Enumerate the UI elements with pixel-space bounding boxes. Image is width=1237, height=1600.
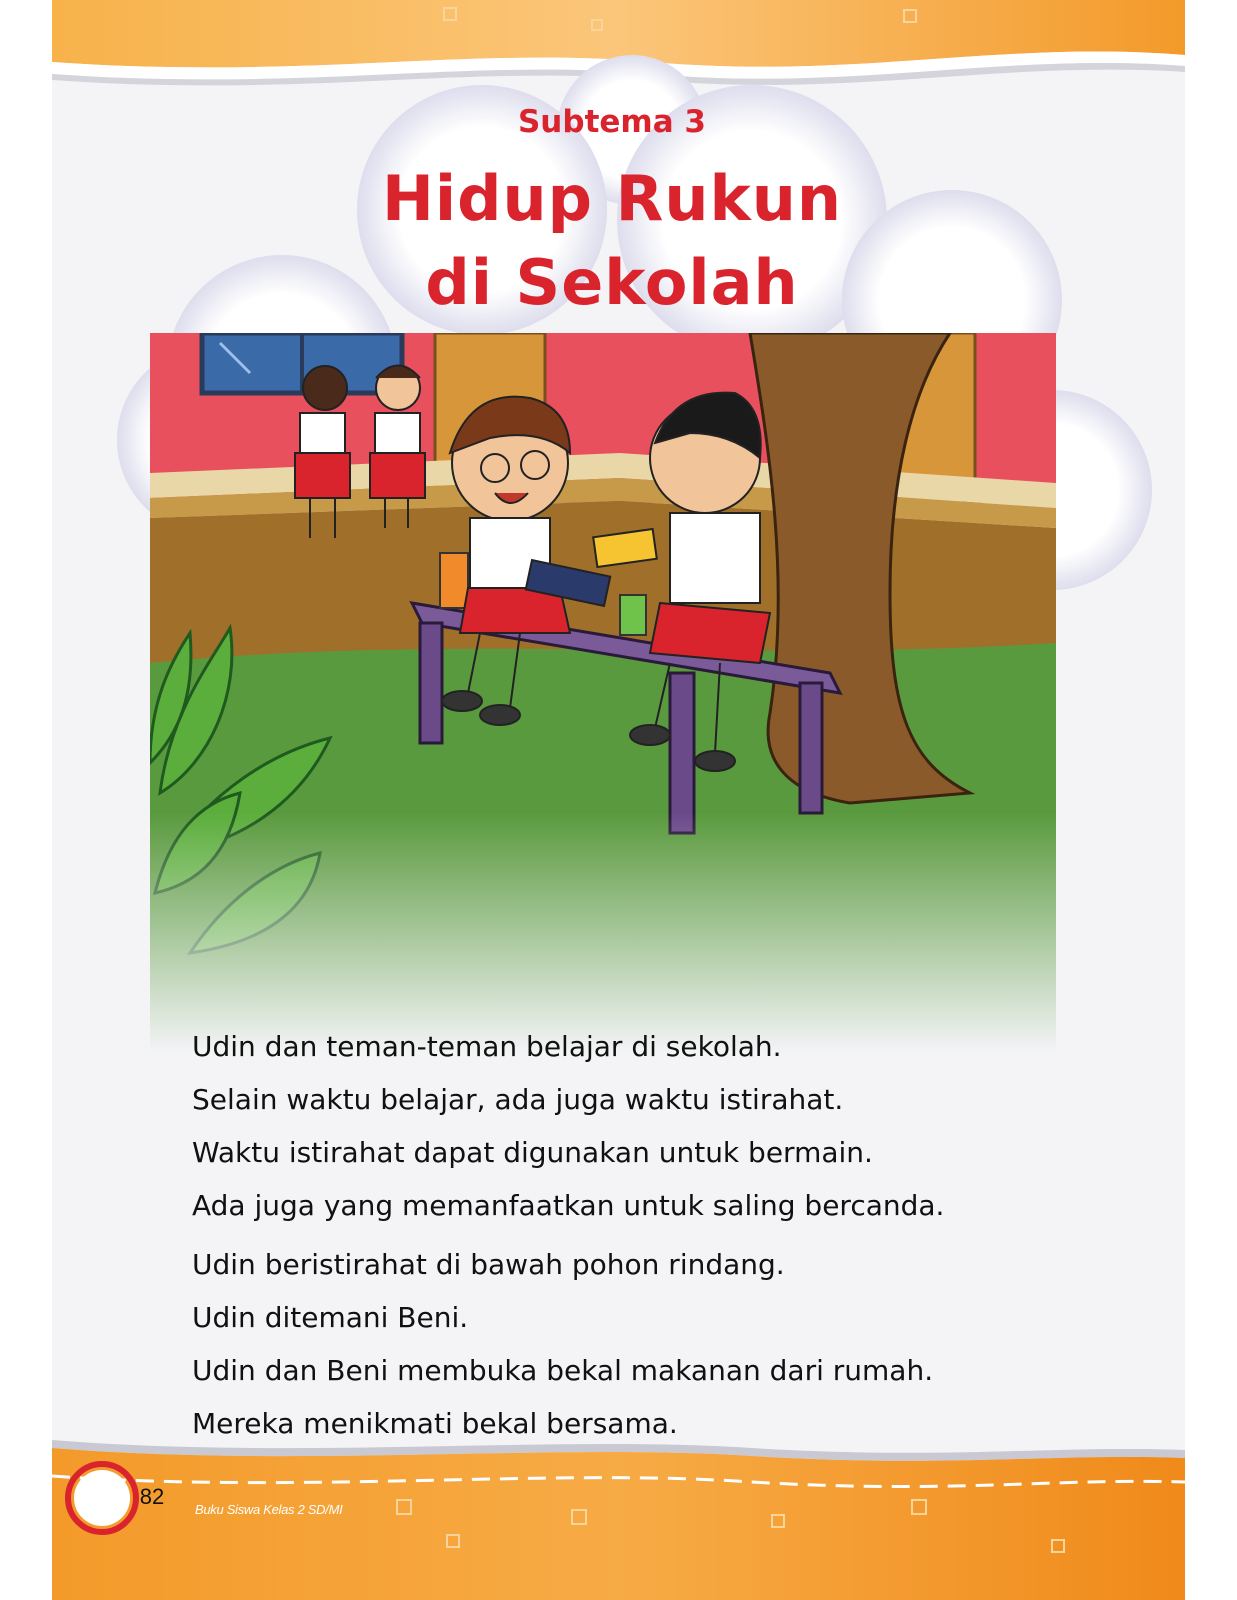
text-line: Selain waktu belajar, ada juga waktu istirahat. [192, 1083, 844, 1116]
page-number: 82 [139, 1484, 165, 1509]
text-line: Udin ditemani Beni. [192, 1301, 469, 1334]
page-title-line-2: di Sekolah [425, 246, 799, 319]
paragraph-1 [192, 1020, 1112, 1232]
green-cup [620, 595, 646, 635]
bottom-decorative-band [52, 1440, 1185, 1600]
schoolyard-illustration [150, 333, 1056, 1053]
text-line: Udin beristirahat di bawah pohon rindang. [192, 1248, 785, 1281]
text-line: Mereka menikmati bekal bersama. [192, 1407, 678, 1440]
text-line: Udin dan teman-teman belajar di sekolah. [192, 1030, 782, 1063]
subtheme-label: Subtema 3 [517, 104, 706, 140]
page-sheet [52, 0, 1185, 1600]
text-line: Ada juga yang memanfaatkan untuk saling bercanda. [192, 1189, 945, 1222]
story-text [192, 1020, 1112, 1450]
book-label: Buku Siswa Kelas 2 SD/MI [195, 1502, 343, 1517]
orange-cup [440, 553, 468, 608]
text-line: Waktu istirahat dapat digunakan untuk bermain. [192, 1136, 873, 1169]
text-line: Udin dan Beni membuka bekal makanan dari rumah. [192, 1354, 934, 1387]
page-title-line-1: Hidup Rukun [381, 162, 842, 235]
paragraph-2 [192, 1238, 1112, 1450]
